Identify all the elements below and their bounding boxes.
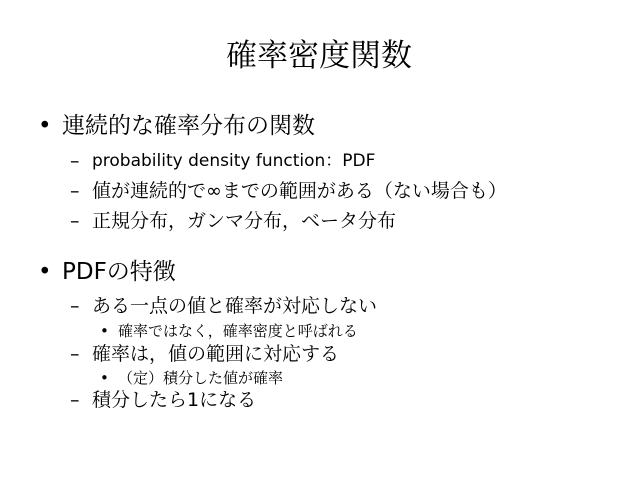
bullet-dot: • xyxy=(38,259,52,285)
bullet-text: 連続的な確率分布の関数 xyxy=(62,113,315,139)
sub-item-text: probability density function：PDF xyxy=(92,151,376,171)
dash-marker: – xyxy=(70,150,80,172)
dash-marker: – xyxy=(70,343,80,365)
sub-item-text: 積分したら1になる xyxy=(92,389,257,411)
dash-marker: – xyxy=(70,180,80,202)
bullet-text: PDFの特徴 xyxy=(62,259,176,285)
sub-sub-item-text: 確率ではなく，確率密度と呼ばれる xyxy=(118,322,358,340)
slide-title: 確率密度関数 xyxy=(226,38,412,74)
sub-item-text: 確率は，値の範囲に対応する xyxy=(92,343,340,365)
bullet-dot: • xyxy=(38,113,52,139)
bullet-dot: • xyxy=(100,369,109,387)
sub-item-text: 正規分布，ガンマ分布，ベータ分布 xyxy=(92,210,397,232)
bullet-dot: • xyxy=(100,322,109,340)
sub-item-text: 値が連続的で∞までの範囲がある（ない場合も） xyxy=(92,180,507,202)
sub-sub-item-text: （定）積分した値が確率 xyxy=(118,369,284,387)
dash-marker: – xyxy=(70,210,80,232)
dash-marker: – xyxy=(70,389,80,411)
sub-item-text: ある一点の値と確率が対応しない xyxy=(92,295,378,317)
dash-marker: – xyxy=(70,295,80,317)
